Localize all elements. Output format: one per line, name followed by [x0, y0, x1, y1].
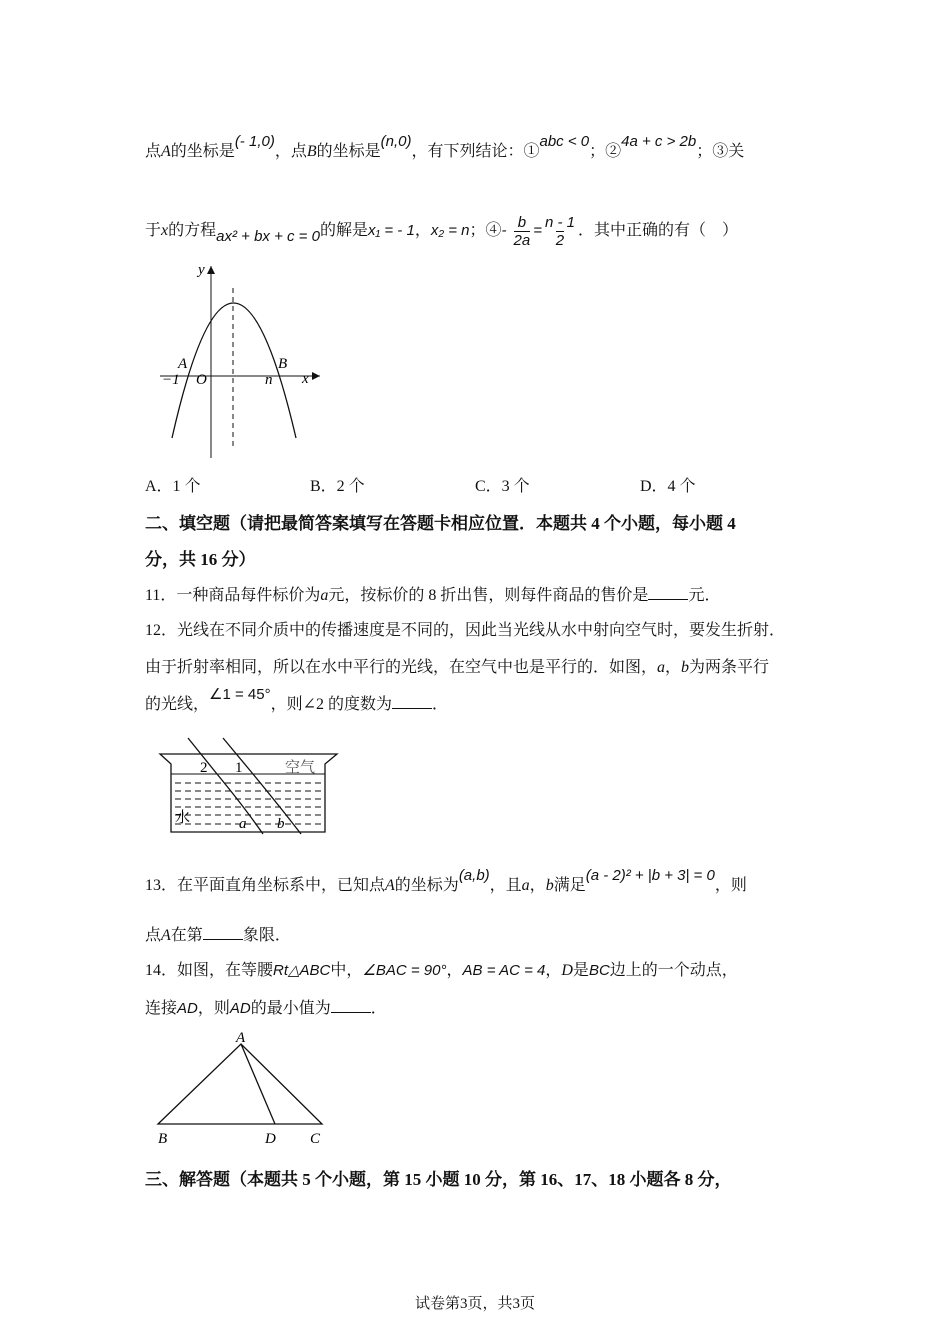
- label: y: [198, 262, 205, 278]
- label: D: [265, 1131, 276, 1147]
- label: A: [178, 356, 188, 372]
- label: 2: [200, 760, 208, 776]
- label: n: [265, 372, 273, 388]
- q14-line1: [145, 957, 738, 980]
- q12-line3: [145, 686, 449, 714]
- ray-b: [223, 738, 301, 834]
- math: (a - 2)² + |b + 3| = 0: [585, 867, 715, 884]
- label: 水: [175, 810, 191, 826]
- answer-blank: [203, 938, 243, 940]
- q14-line2: [145, 995, 387, 1018]
- math: (a,b): [458, 867, 490, 884]
- q11: [145, 582, 720, 605]
- text: 是: [572, 962, 589, 979]
- text: 点: [145, 143, 162, 160]
- text: 中，: [330, 962, 363, 979]
- text: 满足: [553, 877, 586, 894]
- text: a: [657, 659, 666, 676]
- text: x: [161, 222, 169, 240]
- answer-blank: [648, 598, 688, 600]
- text: ，: [545, 962, 562, 979]
- text: b: [681, 659, 690, 676]
- label: b: [277, 816, 285, 832]
- text: ，: [665, 659, 682, 676]
- text: ，有下列结论：①: [411, 143, 540, 160]
- fraction: [545, 214, 575, 249]
- text: 的解是: [319, 222, 368, 240]
- page-footer: 试卷第3页，共3页: [414, 1296, 535, 1312]
- text: ，则∠2 的度数为: [270, 696, 393, 713]
- label: a: [239, 816, 247, 832]
- math: ∠1 = 45°: [209, 686, 271, 703]
- text: ．其中正确的有（ ）: [577, 222, 738, 240]
- math: 2a: [513, 232, 531, 249]
- text: A: [385, 877, 395, 894]
- label: 1: [235, 760, 243, 776]
- text: 的方程: [168, 222, 217, 240]
- math: abc < 0: [539, 133, 590, 150]
- text: ，且: [489, 877, 522, 894]
- math: 2: [555, 232, 565, 249]
- label: B: [278, 356, 288, 372]
- math: (- 1,0): [234, 133, 275, 150]
- text: 13．在平面直角坐标系中，已知点: [145, 877, 386, 894]
- math: ax² + bx + c = 0: [216, 228, 320, 246]
- q12-line1: 12．光线在不同介质中的传播速度是不同的，因此当光线从水中射向空气时，要发生折射．: [145, 622, 786, 639]
- ray-a: [188, 738, 263, 834]
- fraction: [514, 214, 531, 249]
- math: x₂ = n: [430, 222, 470, 240]
- text: 元．: [688, 587, 721, 604]
- text: 的最小值为: [250, 1000, 331, 1017]
- text: 边上的一个动点，: [609, 962, 738, 979]
- label: A: [236, 1030, 246, 1046]
- parabola-graph: [150, 258, 330, 463]
- text: 的坐标是: [170, 143, 235, 160]
- text: 的光线，: [145, 696, 210, 713]
- math: -: [501, 222, 507, 240]
- text: ．: [432, 696, 449, 713]
- math: b: [517, 214, 527, 231]
- text: 于: [145, 222, 162, 240]
- triangle-figure: [150, 1026, 340, 1148]
- text: 的坐标为: [394, 877, 459, 894]
- section-heading: 二、填空题（请把最简答案填写在答题卡相应位置．本题共 4 个小题，每小题 4: [145, 514, 736, 533]
- answer-blank: [392, 707, 432, 709]
- math: n - 1: [544, 214, 575, 231]
- q12-line2: [145, 654, 769, 677]
- text: ；②: [589, 143, 622, 160]
- text: 在第: [170, 927, 203, 944]
- text: A: [161, 927, 171, 944]
- answer-blank: [331, 1011, 371, 1013]
- text: ，: [529, 877, 546, 894]
- math: AB = AC = 4: [462, 962, 546, 979]
- math: 4a + c > 2b: [621, 133, 697, 150]
- text: ，: [446, 962, 463, 979]
- text: ．: [370, 1000, 387, 1017]
- text: ，点: [274, 143, 307, 160]
- section-heading: 三、解答题（本题共 5 个小题，第 15 小题 10 分，第 16、17、18 小题各 8 分，: [145, 1170, 732, 1189]
- text: a: [521, 877, 530, 894]
- text: ，: [414, 222, 431, 240]
- text: 点: [145, 927, 162, 944]
- text: 连接: [145, 1000, 178, 1017]
- section-heading: 分，共 16 分）: [145, 550, 256, 569]
- text: ；③关: [696, 143, 745, 160]
- q13-line2: [145, 922, 291, 945]
- option-b: B．2 个: [310, 478, 365, 495]
- label: B: [158, 1131, 168, 1147]
- option-a: A．1 个: [145, 478, 201, 495]
- text: 为两条平行: [689, 659, 770, 676]
- text: D: [561, 962, 573, 979]
- text: 由于折射率相同，所以在水中平行的光线，在空气中也是平行的．如图，: [145, 659, 658, 676]
- refraction-figure: [155, 728, 345, 838]
- math: x₁ = - 1: [367, 222, 415, 240]
- text: a: [320, 587, 329, 604]
- text: 11．一种商品每件标价为: [145, 587, 321, 604]
- math: Rt△ABC: [273, 962, 331, 979]
- triangle: [158, 1044, 322, 1124]
- q10-line2: [145, 214, 738, 249]
- text: ；④: [469, 222, 502, 240]
- label: C: [310, 1131, 321, 1147]
- label: x: [302, 371, 309, 387]
- label: 空气: [285, 760, 316, 776]
- text: b: [545, 877, 554, 894]
- q13-line1: [145, 867, 747, 895]
- text: 的坐标是: [316, 143, 381, 160]
- text: ，则: [197, 1000, 230, 1017]
- math: ∠BAC = 90°: [362, 962, 447, 979]
- text: A: [161, 143, 171, 160]
- text: ，则: [714, 877, 747, 894]
- text: 14．如图，在等腰: [145, 962, 274, 979]
- text: B: [306, 143, 317, 160]
- option-d: D．4 个: [640, 478, 696, 495]
- label: O: [196, 372, 207, 388]
- math: AD: [177, 1000, 198, 1017]
- text: 元，按标价的 8 折出售，则每件商品的售价是: [328, 587, 649, 604]
- math: AD: [229, 1000, 251, 1017]
- math: BC: [588, 962, 610, 979]
- label: −1: [162, 372, 180, 388]
- math: (n,0): [380, 133, 412, 150]
- option-c: C．3 个: [475, 478, 530, 495]
- text: 象限．: [242, 927, 291, 944]
- math: =: [533, 222, 542, 240]
- q10-line1: [145, 133, 745, 161]
